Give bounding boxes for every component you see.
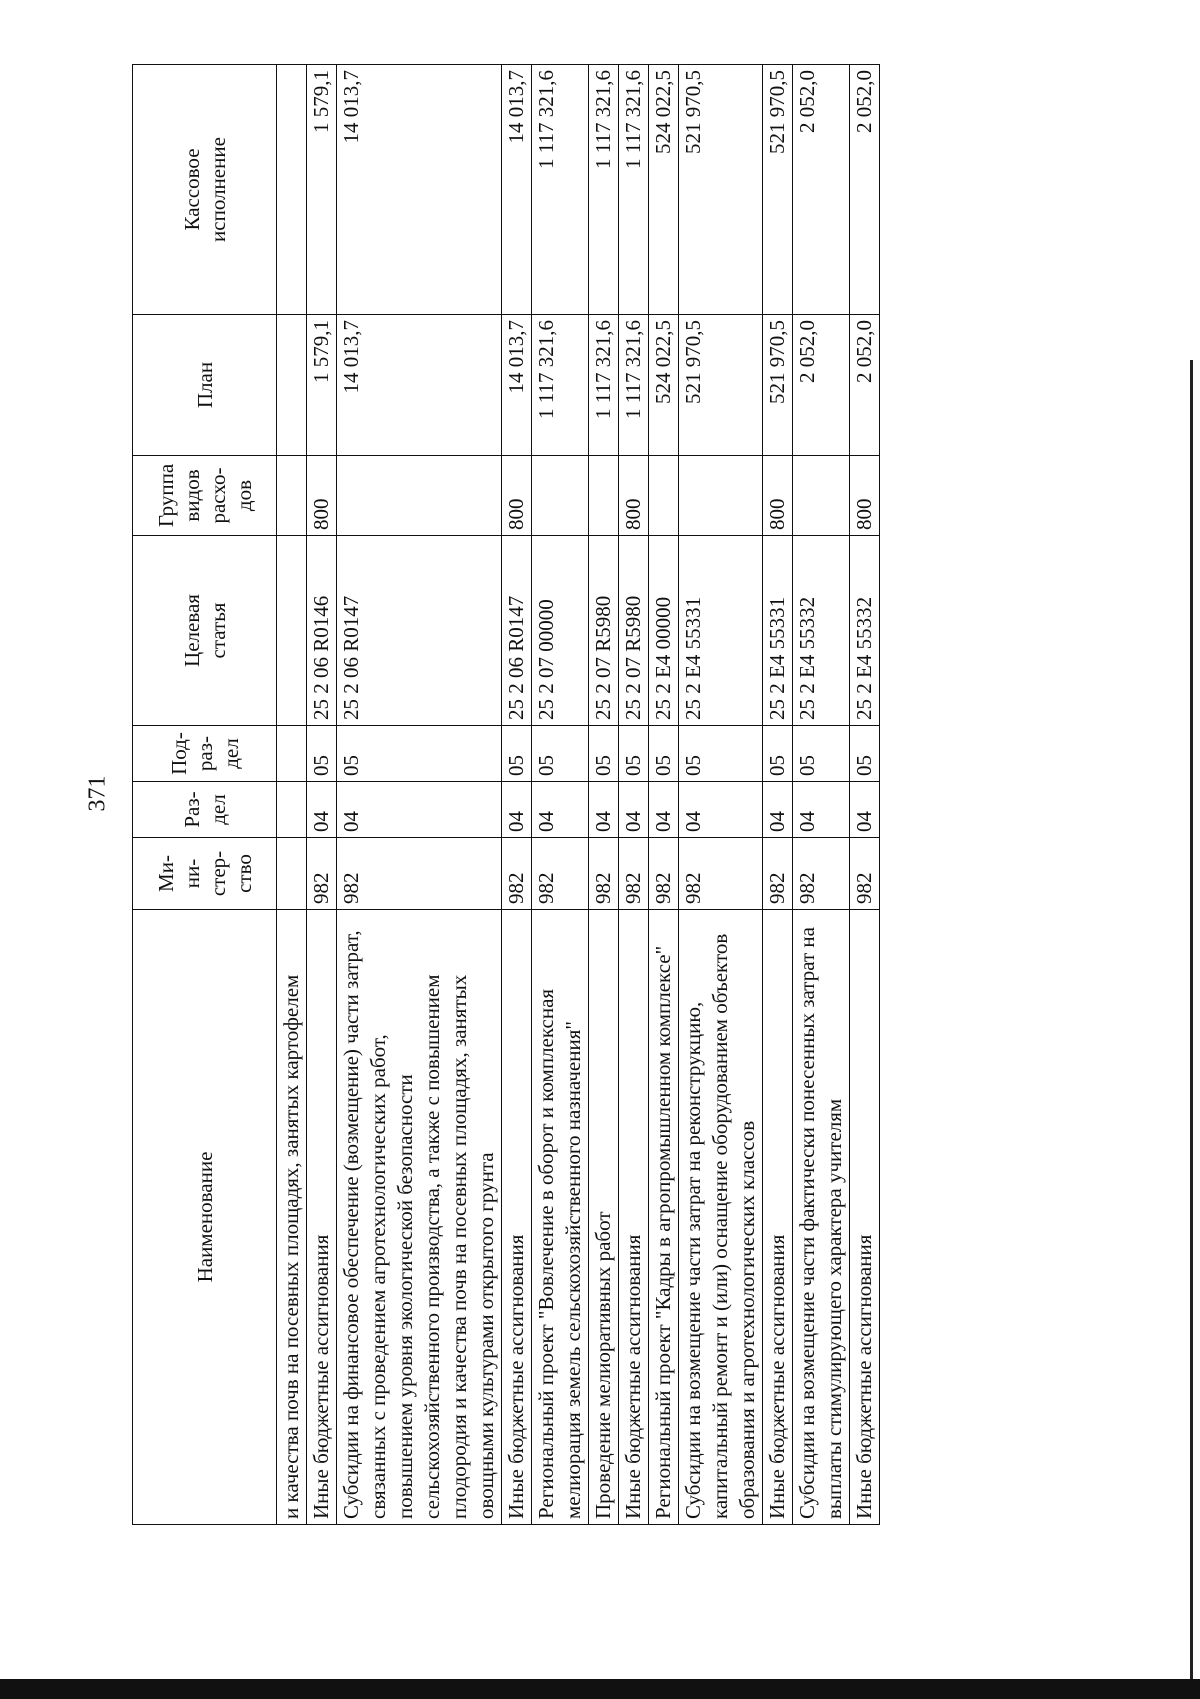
cell-section: 04 — [850, 782, 880, 838]
cell-target: 25 2 07 R5980 — [589, 536, 619, 726]
cell-section: 04 — [619, 782, 649, 838]
cell-execution: 1 117 321,6 — [532, 65, 589, 315]
page-number: 371 — [84, 775, 111, 812]
cell-ministry: 982 — [763, 838, 793, 910]
cell-execution: 1 579,1 — [307, 65, 337, 315]
table-row — [649, 65, 679, 1525]
table-row — [337, 65, 502, 1525]
cell-plan: 2 052,0 — [850, 315, 880, 456]
cell-subsection: 05 — [763, 726, 793, 782]
cell-plan: 14 013,7 — [502, 315, 532, 456]
table-row — [307, 65, 337, 1525]
cell-subsection — [277, 726, 307, 782]
header-plan: План — [133, 315, 277, 456]
cell-group: 800 — [850, 456, 880, 536]
header-target: Целевая статья — [133, 536, 277, 726]
cell-target: 25 2 06 R0146 — [307, 536, 337, 726]
cell-execution: 521 970,5 — [679, 65, 763, 315]
cell-execution: 14 013,7 — [502, 65, 532, 315]
cell-execution: 2 052,0 — [793, 65, 850, 315]
table-row — [277, 65, 307, 1525]
cell-subsection: 05 — [793, 726, 850, 782]
cell-group — [277, 456, 307, 536]
cell-execution: 1 117 321,6 — [589, 65, 619, 315]
cell-plan: 521 970,5 — [763, 315, 793, 456]
cell-group: 800 — [502, 456, 532, 536]
cell-execution: 2 052,0 — [850, 65, 880, 315]
cell-name: Субсидии на возмещение части фактически понесенных затрат на выплаты стимулирующего характера учителям — [793, 910, 850, 1525]
cell-group: 800 — [619, 456, 649, 536]
cell-ministry: 982 — [619, 838, 649, 910]
cell-target: 25 2 E4 55331 — [679, 536, 763, 726]
cell-subsection: 05 — [649, 726, 679, 782]
cell-subsection: 05 — [850, 726, 880, 782]
cell-section: 04 — [649, 782, 679, 838]
cell-plan: 14 013,7 — [337, 315, 502, 456]
cell-target — [277, 536, 307, 726]
cell-plan: 1 579,1 — [307, 315, 337, 456]
table-row — [850, 65, 880, 1525]
cell-section — [277, 782, 307, 838]
cell-plan: 1 117 321,6 — [532, 315, 589, 456]
cell-name: Субсидии на финансовое обеспечение (возмещение) части затрат, связанных с проведением агротехнологических работ, повышением уровня экологической безопасности сельскохозяйственного производства, а также с повышением плодородия и качества почв на посевных площадях, занятых овощными культурами открытого грунта — [337, 910, 502, 1525]
cell-ministry: 982 — [679, 838, 763, 910]
cell-plan: 1 117 321,6 — [619, 315, 649, 456]
cell-name: Иные бюджетные ассигнования — [502, 910, 532, 1525]
cell-section: 04 — [793, 782, 850, 838]
rotated-page-content — [132, 65, 1062, 1525]
cell-target: 25 2 06 R0147 — [337, 536, 502, 726]
cell-plan: 524 022,5 — [649, 315, 679, 456]
cell-target: 25 2 E4 00000 — [649, 536, 679, 726]
cell-group — [337, 456, 502, 536]
cell-name: Иные бюджетные ассигнования — [763, 910, 793, 1525]
cell-section: 04 — [532, 782, 589, 838]
cell-execution: 524 022,5 — [649, 65, 679, 315]
table-row — [589, 65, 619, 1525]
cell-name: Иные бюджетные ассигнования — [619, 910, 649, 1525]
cell-ministry: 982 — [589, 838, 619, 910]
header-name: Наименование — [133, 910, 277, 1525]
budget-table — [132, 64, 880, 1525]
cell-name: Региональный проект "Кадры в агропромышленном комплексе" — [649, 910, 679, 1525]
cell-name: Иные бюджетные ассигнования — [307, 910, 337, 1525]
table-row — [619, 65, 649, 1525]
table-header-row — [133, 65, 277, 1525]
scan-edge-line — [1190, 360, 1193, 1699]
cell-group: 800 — [763, 456, 793, 536]
cell-group — [679, 456, 763, 536]
cell-target: 25 2 07 00000 — [532, 536, 589, 726]
table-row — [679, 65, 763, 1525]
cell-target: 25 2 06 R0147 — [502, 536, 532, 726]
cell-target: 25 2 E4 55332 — [793, 536, 850, 726]
cell-section: 04 — [337, 782, 502, 838]
cell-group — [649, 456, 679, 536]
table-row — [763, 65, 793, 1525]
table-row — [532, 65, 589, 1525]
cell-name: Региональный проект "Вовлечение в оборот и комплексная мелиорация земель сельскохозяйственного назначения" — [532, 910, 589, 1525]
table-row — [793, 65, 850, 1525]
cell-ministry: 982 — [307, 838, 337, 910]
cell-ministry: 982 — [532, 838, 589, 910]
cell-execution: 1 117 321,6 — [619, 65, 649, 315]
cell-subsection: 05 — [307, 726, 337, 782]
cell-plan: 1 117 321,6 — [589, 315, 619, 456]
table-row — [502, 65, 532, 1525]
cell-section: 04 — [502, 782, 532, 838]
cell-subsection: 05 — [679, 726, 763, 782]
cell-name: Субсидии на возмещение части затрат на реконструкцию, капитальный ремонт и (или) оснащение оборудованием объектов образования и агротехнологических классов — [679, 910, 763, 1525]
cell-group — [589, 456, 619, 536]
header-execution: Кассовое исполнение — [133, 65, 277, 315]
cell-target: 25 2 07 R5980 — [619, 536, 649, 726]
cell-group: 800 — [307, 456, 337, 536]
header-subsection: Под- раз- дел — [133, 726, 277, 782]
cell-ministry: 982 — [793, 838, 850, 910]
cell-ministry: 982 — [649, 838, 679, 910]
cell-ministry — [277, 838, 307, 910]
cell-subsection: 05 — [532, 726, 589, 782]
cell-subsection: 05 — [337, 726, 502, 782]
cell-execution: 521 970,5 — [763, 65, 793, 315]
cell-name: и качества почв на посевных площадях, занятых картофелем — [277, 910, 307, 1525]
cell-target: 25 2 E4 55332 — [850, 536, 880, 726]
scan-bottom-band — [0, 1679, 1200, 1699]
cell-execution — [277, 65, 307, 315]
cell-section: 04 — [589, 782, 619, 838]
cell-group — [793, 456, 850, 536]
cell-ministry: 982 — [337, 838, 502, 910]
cell-subsection: 05 — [619, 726, 649, 782]
cell-plan: 2 052,0 — [793, 315, 850, 456]
cell-group — [532, 456, 589, 536]
cell-section: 04 — [679, 782, 763, 838]
cell-subsection: 05 — [589, 726, 619, 782]
cell-name: Иные бюджетные ассигнования — [850, 910, 880, 1525]
cell-plan: 521 970,5 — [679, 315, 763, 456]
cell-plan — [277, 315, 307, 456]
cell-section: 04 — [307, 782, 337, 838]
cell-ministry: 982 — [502, 838, 532, 910]
header-section: Раз- дел — [133, 782, 277, 838]
cell-section: 04 — [763, 782, 793, 838]
cell-subsection: 05 — [502, 726, 532, 782]
cell-execution: 14 013,7 — [337, 65, 502, 315]
cell-name: Проведение мелиоративных работ — [589, 910, 619, 1525]
cell-ministry: 982 — [850, 838, 880, 910]
cell-target: 25 2 E4 55331 — [763, 536, 793, 726]
header-group: Группа видов расхо- дов — [133, 456, 277, 536]
header-ministry: Ми- ни- стер- ство — [133, 838, 277, 910]
